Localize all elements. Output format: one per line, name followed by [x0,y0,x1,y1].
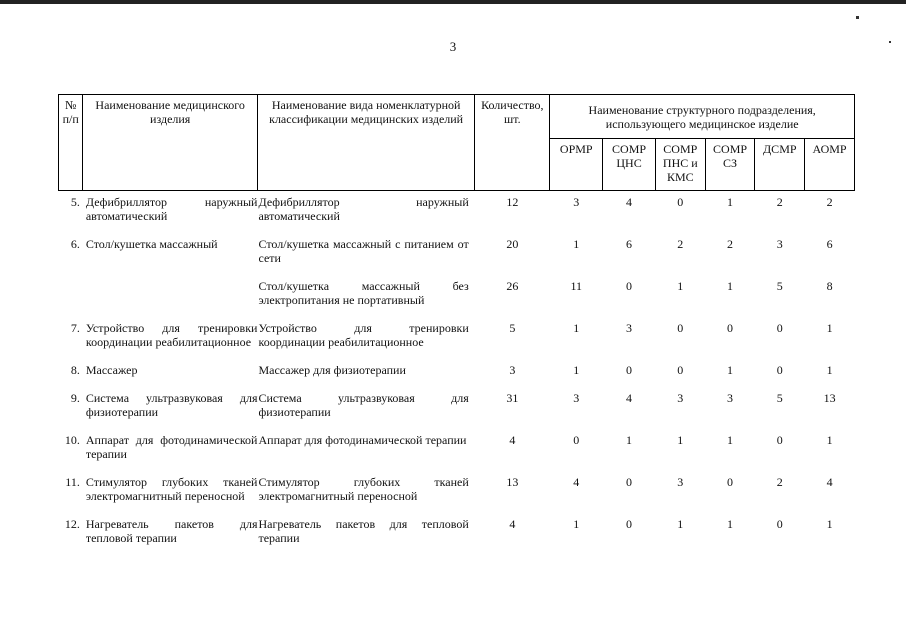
unit-count-cell: 1 [727,433,734,447]
nomenclature-kind: Стимулятор глубоких тканей электромагнитный переносной [258,475,469,503]
table-row [59,389,855,431]
header-num: № п/п [59,95,83,191]
quantity-cell: 3 [509,363,516,377]
unit-count-cell: 1 [573,321,580,335]
table-body [59,191,855,558]
table-row [59,431,855,473]
unit-count-cell: 4 [573,475,580,489]
nomenclature-kind: Массажер для физиотерапии [258,363,406,377]
unit-count-cell: 11 [570,279,583,293]
row-number: 10. [64,433,80,447]
unit-count-cell: 0 [626,279,633,293]
header-unit: СОМР ЦНС [603,139,656,191]
header-nomenclature-kind: Наименование вида номенклатурной классификации медицинских изделий [257,95,474,191]
unit-count-cell: 3 [677,475,684,489]
quantity-cell: 26 [506,279,519,293]
device-name: Система ультразвуковая для физиотерапии [85,391,258,419]
unit-count-cell: 0 [727,321,734,335]
unit-count-cell: 6 [826,237,833,251]
quantity-cell: 4 [509,433,516,447]
nomenclature-kind: Стол/кушетка массажный с питанием от сети [258,237,469,265]
unit-count-cell: 2 [727,237,734,251]
unit-count-cell: 0 [573,433,580,447]
unit-count-cell: 0 [626,363,633,377]
unit-count-cell: 0 [776,517,783,531]
unit-count-cell: 5 [776,279,783,293]
unit-count-cell: 1 [826,517,833,531]
quantity-cell: 20 [506,237,519,251]
unit-count-cell: 0 [677,363,684,377]
unit-count-cell: 1 [727,363,734,377]
header-device-name: Наименование медицинского изделия [83,95,258,191]
table-row [59,319,855,361]
unit-count-cell: 3 [626,321,633,335]
row-number: 8. [70,363,80,377]
device-name: Аппарат для фотодинамической терапии [85,433,258,461]
unit-count-cell: 1 [826,363,833,377]
nomenclature-kind: Нагреватель пакетов для тепловой терапии [258,517,469,545]
unit-count-cell: 1 [573,363,580,377]
unit-count-cell: 4 [626,391,633,405]
unit-count-cell: 0 [626,517,633,531]
unit-count-cell: 0 [677,321,684,335]
unit-count-cell: 2 [677,237,684,251]
unit-count-cell: 1 [573,237,580,251]
unit-count-cell: 1 [727,517,734,531]
unit-count-cell: 4 [826,475,833,489]
header-quantity: Количество, шт. [475,95,550,191]
unit-count-cell: 2 [776,475,783,489]
row-number: 9. [70,391,80,405]
unit-count-cell: 3 [573,391,580,405]
nomenclature-kind: Дефибриллятор наружный автоматический [258,195,469,223]
quantity-cell: 12 [506,195,519,209]
unit-count-cell: 1 [677,279,684,293]
unit-count-cell: 0 [727,475,734,489]
table-row [59,473,855,515]
nomenclature-kind: Система ультразвуковая для физиотерапии [258,391,469,419]
unit-count-cell: 1 [626,433,633,447]
unit-count-cell: 2 [776,195,783,209]
unit-count-cell: 3 [677,391,684,405]
table-row [59,235,855,277]
table-row [59,515,855,557]
header-unit: СОМР ПНС и КМС [655,139,705,191]
unit-count-cell: 1 [677,517,684,531]
unit-count-cell: 6 [626,237,633,251]
unit-count-cell: 2 [826,195,833,209]
unit-count-cell: 1 [826,321,833,335]
device-name: Устройство для тренировки координации реабилитационное [85,321,258,349]
unit-count-cell: 0 [626,475,633,489]
unit-count-cell: 5 [776,391,783,405]
row-number: 7. [70,321,80,335]
unit-count-cell: 0 [776,321,783,335]
page-number: 3 [449,39,457,54]
table-header [59,95,855,191]
table-row [59,277,855,319]
quantity-cell: 4 [509,517,516,531]
medical-devices-table [58,94,855,557]
table-row [59,361,855,389]
header-unit: СОМР СЗ [705,139,755,191]
unit-count-cell: 1 [727,279,734,293]
row-number: 5. [70,195,80,209]
header-unit: ДСМР [755,139,805,191]
scan-top-edge [0,0,906,4]
device-name: Нагреватель пакетов для тепловой терапии [85,517,258,545]
quantity-cell: 5 [509,321,516,335]
row-number: 6. [70,237,80,251]
unit-count-cell: 3 [727,391,734,405]
unit-count-cell: 13 [823,391,836,405]
header-unit: ОРМР [550,139,603,191]
unit-count-cell: 8 [826,279,833,293]
row-number: 12. [64,517,80,531]
device-name: Стол/кушетка массажный [85,237,218,251]
unit-count-cell: 4 [626,195,633,209]
quantity-cell: 31 [506,391,519,405]
device-name: Дефибриллятор наружный автоматический [85,195,258,223]
unit-count-cell: 0 [776,363,783,377]
unit-count-cell: 3 [573,195,580,209]
nomenclature-kind: Аппарат для фотодинамической терапии [258,433,467,447]
nomenclature-kind: Устройство для тренировки координации реабилитационное [258,321,469,349]
device-name: Стимулятор глубоких тканей электромагнитный переносной [85,475,258,503]
table-row [59,191,855,236]
unit-count-cell: 1 [573,517,580,531]
scan-speck [856,16,859,19]
nomenclature-kind: Стол/кушетка массажный без электропитания не портативный [258,279,469,307]
device-name: Массажер [85,363,138,377]
unit-count-cell: 0 [677,195,684,209]
row-number: 11. [65,475,80,489]
unit-count-cell: 1 [826,433,833,447]
unit-count-cell: 1 [727,195,734,209]
unit-count-cell: 0 [776,433,783,447]
unit-count-cell: 1 [677,433,684,447]
unit-count-cell: 3 [776,237,783,251]
header-unit: АОМР [805,139,855,191]
row-number [59,277,83,319]
header-units-group: Наименование структурного подразделения, использующего медицинское изделие [550,95,855,139]
device-name [83,277,258,319]
quantity-cell: 13 [506,475,519,489]
